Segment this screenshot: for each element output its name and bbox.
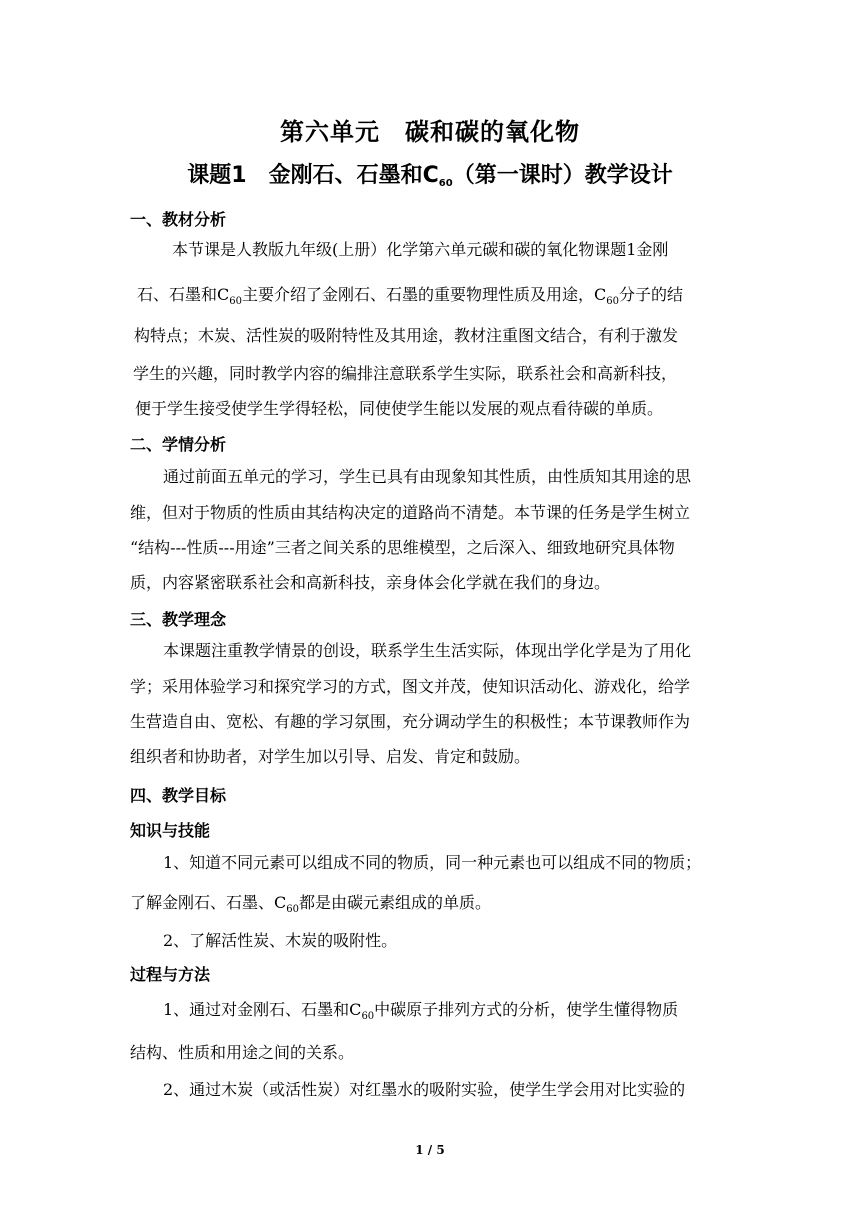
paragraph-line: 学生的兴趣，同时教学内容的编排注意联系学生实际，联系社会和高新科技， <box>133 364 678 383</box>
lesson-title-pre: 课题1 金刚石、石墨和C <box>187 163 439 188</box>
lesson-title <box>0 158 860 189</box>
paragraph-line: 通过前面五单元的学习，学生已具有由现象知其性质，由性质知其用途的思 <box>163 467 692 486</box>
paragraph-line: 本节课是人教版九年级(上册）化学第六单元碳和碳的氧化物课题1金刚 <box>172 240 669 259</box>
paragraph-line: 2、通过木炭（或活性炭）对红墨水的吸附实验，使学生学会用对比实验的 <box>163 1080 686 1099</box>
paragraph-line <box>130 893 491 913</box>
paragraph-line: 质，内容紧密联系社会和高新科技，亲身体会化学就在我们的身边。 <box>130 573 611 592</box>
unit-title: 第六单元 碳和碳的氧化物 <box>280 118 580 146</box>
paragraph-line: 维，但对于物质的性质由其结构决定的道路尚不清楚。本节课的任务是学生树立 <box>130 503 691 522</box>
paragraph-line: 本课题注重教学情景的创设，联系学生生活实际，体现出学化学是为了用化 <box>163 641 692 660</box>
paragraph-line: 学；采用体验学习和探究学习的方式，图文并茂，使知识活动化、游戏化，给学 <box>130 677 691 696</box>
text-run: 都是由碳元素组成的单质。 <box>298 893 491 912</box>
paragraph-line: “结构---性质---用途”三者之间关系的思维模型，之后深入、细致地研究具体物 <box>130 538 675 557</box>
text-run: 中碳原子排列方式的分析，使学生懂得物质 <box>374 1000 679 1019</box>
section-heading-teaching-philosophy: 三、教学理念 <box>130 610 227 629</box>
paragraph-line: 结构、性质和用途之间的关系。 <box>130 1043 355 1062</box>
section-heading-textbook-analysis: 一、教材分析 <box>130 210 227 229</box>
subscript: 60 <box>229 296 242 307</box>
subheading-knowledge-skills: 知识与技能 <box>130 821 211 840</box>
paragraph-line <box>163 1000 678 1020</box>
subscript: 60 <box>606 296 619 307</box>
text-run: 石、石墨和C <box>137 285 230 304</box>
text-run: 了解金刚石、石墨、C <box>130 893 287 912</box>
paragraph-line: 构特点；木炭、活性炭的吸附特性及其用途，教材注重图文结合，有利于激发 <box>134 326 679 345</box>
text-run: 1、通过对金刚石、石墨和C <box>163 1000 362 1019</box>
paragraph-line: 2、了解活性炭、木炭的吸附性。 <box>163 931 398 950</box>
subscript: 60 <box>286 904 299 915</box>
section-heading-student-analysis: 二、学情分析 <box>130 435 227 454</box>
paragraph-line: 生营造自由、宽松、有趣的学习氛围，充分调动学生的积极性；本节课教师作为 <box>130 712 691 731</box>
paragraph-line <box>137 285 683 305</box>
lesson-title-subscript: 60 <box>438 178 453 189</box>
subheading-process-methods: 过程与方法 <box>130 965 211 984</box>
subscript: 60 <box>361 1011 375 1022</box>
paragraph-line: 便于学生接受使学生学得轻松，同使使学生能以发展的观点看待碳的单质。 <box>135 399 664 418</box>
section-heading-teaching-goals: 四、教学目标 <box>130 786 227 805</box>
text-run: 分子的结 <box>618 285 683 304</box>
paragraph-line: 1、知道不同元素可以组成不同的物质，同一种元素也可以组成不同的物质； <box>163 853 702 872</box>
text-run: 主要介绍了金刚石、石墨的重要物理性质及用途，C <box>241 285 607 304</box>
page-number: 1 / 5 <box>415 1143 445 1157</box>
paragraph-line: 组织者和协助者，对学生加以引导、启发、肯定和鼓励。 <box>130 747 531 766</box>
lesson-title-post: （第一课时）教学设计 <box>452 163 673 188</box>
